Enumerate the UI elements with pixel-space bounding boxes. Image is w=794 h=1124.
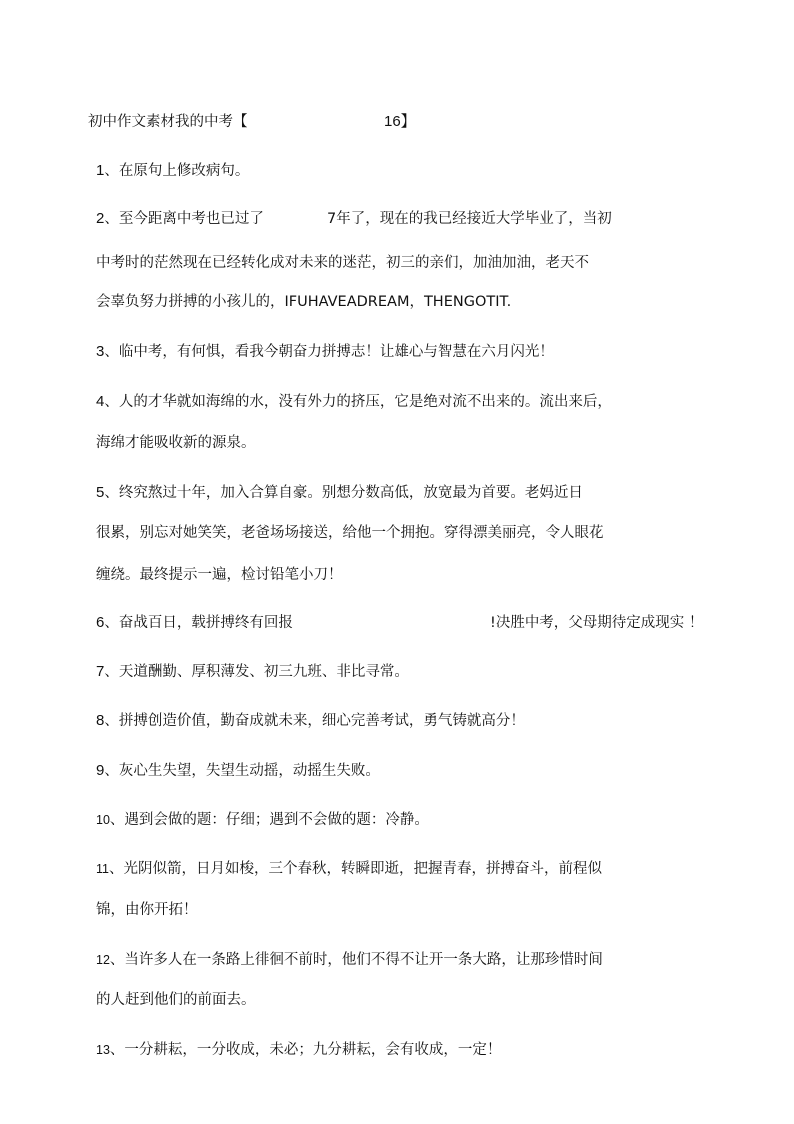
item-text: 、终究熬过十年，加入合算自豪。别想分数高低，放宽最为首要。老妈近日 bbox=[104, 485, 583, 501]
list-item-8 bbox=[96, 711, 525, 731]
item-text: 海绵才能吸收新的源泉。 bbox=[96, 435, 256, 451]
item-11-line-2 bbox=[96, 900, 198, 920]
item-text: !决胜中考，父母期待定成现实 ！ bbox=[490, 615, 704, 631]
title-number: 16】 bbox=[384, 113, 416, 130]
item-6-continuation bbox=[490, 613, 703, 633]
list-item-7 bbox=[96, 662, 409, 682]
list-item-11 bbox=[96, 859, 602, 879]
item-number: 6 bbox=[96, 614, 105, 631]
item-number: 1 bbox=[96, 162, 105, 179]
list-item-12 bbox=[96, 950, 603, 970]
item-text: 很累，别忘对她笑笑，老爸场场接送，给他一个拥抱。穿得漂美丽亮，令人眼花 bbox=[96, 525, 604, 541]
item-number: 10 bbox=[96, 813, 110, 827]
item-text: 、灰心生失望，失望生动摇，动摇生失败。 bbox=[104, 763, 380, 779]
item-text: 、拼搏创造价值，勤奋成就未来，细心完善考试，勇气铸就高分！ bbox=[104, 713, 525, 729]
item-2-line-3 bbox=[96, 253, 589, 273]
list-item-3 bbox=[96, 342, 554, 362]
item-number: 11 bbox=[96, 862, 109, 876]
item-number: 13 bbox=[96, 1043, 110, 1057]
item-5-line-3 bbox=[96, 565, 343, 585]
list-item-5 bbox=[96, 483, 583, 503]
item-number: 2 bbox=[96, 210, 105, 227]
item-number: 3 bbox=[96, 343, 105, 360]
list-item-2 bbox=[96, 209, 264, 229]
list-item-13 bbox=[96, 1040, 501, 1060]
item-2-continuation bbox=[327, 209, 612, 229]
item-4-line-2 bbox=[96, 433, 256, 453]
list-item-6 bbox=[96, 613, 293, 633]
item-text: 、遇到会做的题：仔细；遇到不会做的题：冷静。 bbox=[109, 812, 429, 828]
item-text: 、至今距离中考也已过了 bbox=[104, 211, 264, 227]
list-item-9 bbox=[96, 761, 380, 781]
item-number: 12 bbox=[96, 953, 110, 967]
document-title bbox=[88, 112, 416, 132]
item-number: 7 bbox=[96, 663, 105, 680]
item-text: 、天道酬勤、厚积薄发、初三九班、非比寻常。 bbox=[104, 664, 409, 680]
item-text: 、奋战百日，载拼搏终有回报 bbox=[104, 615, 293, 631]
item-text: 、当许多人在一条路上徘徊不前时，他们不得不让开一条大路，让那珍惜时间 bbox=[109, 952, 603, 968]
item-text: 、光阴似箭，日月如梭，三个春秋，转瞬即逝，把握青春，拼搏奋斗，前程似 bbox=[108, 861, 602, 877]
item-text: 的人赶到他们的前面去。 bbox=[96, 992, 256, 1008]
item-text: 、临中考，有何惧，看我今朝奋力拼搏志！让雄心与智慧在六月闪光！ bbox=[104, 344, 554, 360]
item-text: 中考时的茫然现在已经转化成对未来的迷茫，初三的亲们，加油加油，老天不 bbox=[96, 255, 589, 271]
list-item-1 bbox=[96, 161, 249, 181]
list-item-4 bbox=[96, 392, 612, 412]
item-number: 5 bbox=[96, 484, 105, 501]
item-number: 4 bbox=[96, 393, 105, 410]
item-text: 、人的才华就如海绵的水，没有外力的挤压，它是绝对流不出来的。流出来后， bbox=[104, 394, 612, 410]
list-item-10 bbox=[96, 810, 429, 830]
item-number: 9 bbox=[96, 762, 105, 779]
item-text: 会辜负努力拼搏的小孩儿的，IFUHAVEADREAM，THENGOTIT. bbox=[96, 294, 512, 310]
item-text: 缠绕。最终提示一遍，检讨铅笔小刀！ bbox=[96, 567, 343, 583]
title-text: 初中作文素材我的中考【 bbox=[88, 114, 248, 130]
item-text: 、在原句上修改病句。 bbox=[104, 163, 250, 179]
item-text: 7年了，现在的我已经接近大学毕业了，当初 bbox=[327, 211, 612, 227]
item-2-line-4 bbox=[96, 292, 511, 312]
item-12-line-2 bbox=[96, 990, 256, 1010]
item-text: 、一分耕耘，一分收成，未必；九分耕耘，会有收成，一定！ bbox=[109, 1042, 502, 1058]
item-5-line-2 bbox=[96, 523, 604, 543]
item-text: 锦，由你开拓！ bbox=[96, 902, 198, 918]
item-number: 8 bbox=[96, 712, 105, 729]
